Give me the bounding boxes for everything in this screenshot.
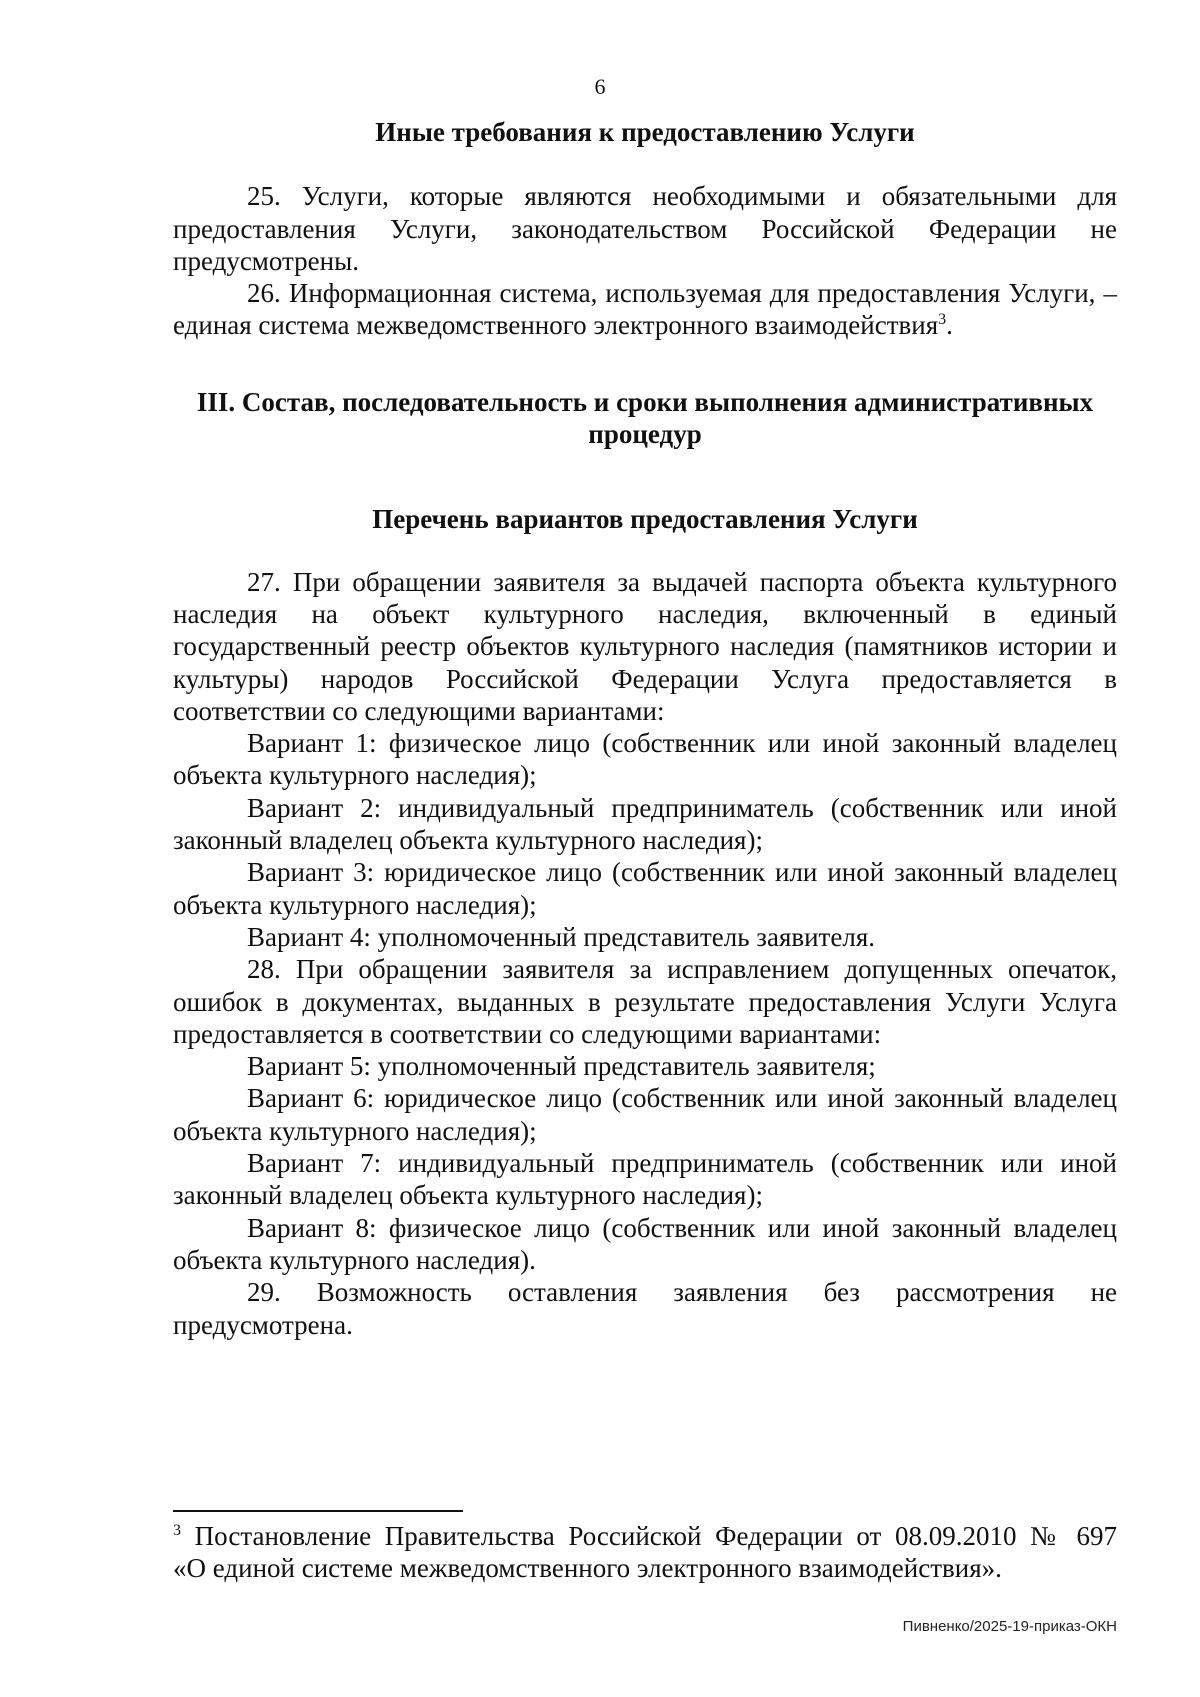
paragraph-25: 25. Услуги, которые являются необходимыми и обязательными для предоставления Услуги, законодательством Российской Федерации не предусмотрены. <box>173 181 1117 276</box>
registration-mark: Пивненко/2025-19-приказ-ОКН <box>902 1618 1117 1635</box>
section-heading-other-requirements: Иные требования к предоставлению Услуги <box>375 117 915 147</box>
variant-8: Вариант 8: физическое лицо (собственник или иной законный владелец объекта культурного наследия). <box>173 1212 1117 1275</box>
variant-2: Вариант 2: индивидуальный предприниматель (собственник или иной законный владелец объекта культурного наследия); <box>173 792 1117 856</box>
paragraph-29: 29. Возможность оставления заявления без рассмотрения не предусмотрена. <box>173 1277 1117 1340</box>
variant-1: Вариант 1: физическое лицо (собственник или иной законный владелец объекта культурного наследия); <box>173 728 1117 791</box>
variant-7: Вариант 7: индивидуальный предприниматель (собственник или иной законный владелец объекта культурного наследия); <box>173 1148 1117 1211</box>
footnote-reference[interactable]: 3 <box>938 311 947 329</box>
footnote-mark: 3 <box>173 1522 181 1539</box>
footnote-divider <box>173 1510 463 1512</box>
subsection-heading-variants-list: Перечень вариантов предоставления Услуги <box>372 504 918 535</box>
variant-6: Вариант 6: юридическое лицо (собственник или иной законный владелец объекта культурного наследия); <box>173 1083 1117 1146</box>
footnote-line-1 <box>173 1520 1117 1552</box>
footnote-line-2: «О единой системе межведомственного электронного взаимодействия». <box>173 1553 1002 1584</box>
variant-4: Вариант 4: уполномоченный представитель заявителя. <box>247 921 875 952</box>
page-number: 6 <box>594 74 606 99</box>
variant-5: Вариант 5: уполномоченный представитель заявителя; <box>247 1051 876 1082</box>
paragraph-26-text: 26. Информационная система, используемая для предоставления Услуги, – единая система межведомственного электронного взаимодействия <box>173 278 1117 341</box>
section-heading-iii: III. Состав, последовательность и сроки выполнения административных процедур <box>196 386 1094 450</box>
paragraph-26-end: . <box>946 310 953 341</box>
footnote-text-1: Постановление Правительства Российской Федерации от 08.09.2010 № 697 <box>181 1521 1117 1551</box>
document-body <box>173 116 1117 1341</box>
footnote <box>173 1520 1117 1585</box>
paragraph-26 <box>173 277 1117 342</box>
variant-3: Вариант 3: юридическое лицо (собственник или иной законный владелец объекта культурного наследия); <box>173 857 1117 920</box>
paragraph-28: 28. При обращении заявителя за исправлением допущенных опечаток, ошибок в документах, выданных в результате предоставления Услуги Услуга предоставляется в соответствии со следующими вариантами: <box>173 954 1117 1049</box>
paragraph-27: 27. При обращении заявителя за выдачей паспорта объекта культурного наследия на объект культурного наследия, включенный в единый государственный реестр объектов культурного наследия (памятников истории и культуры) народов Российской Федерации Услуга предоставляется в соответствии со следующими вариантами: <box>173 566 1117 726</box>
